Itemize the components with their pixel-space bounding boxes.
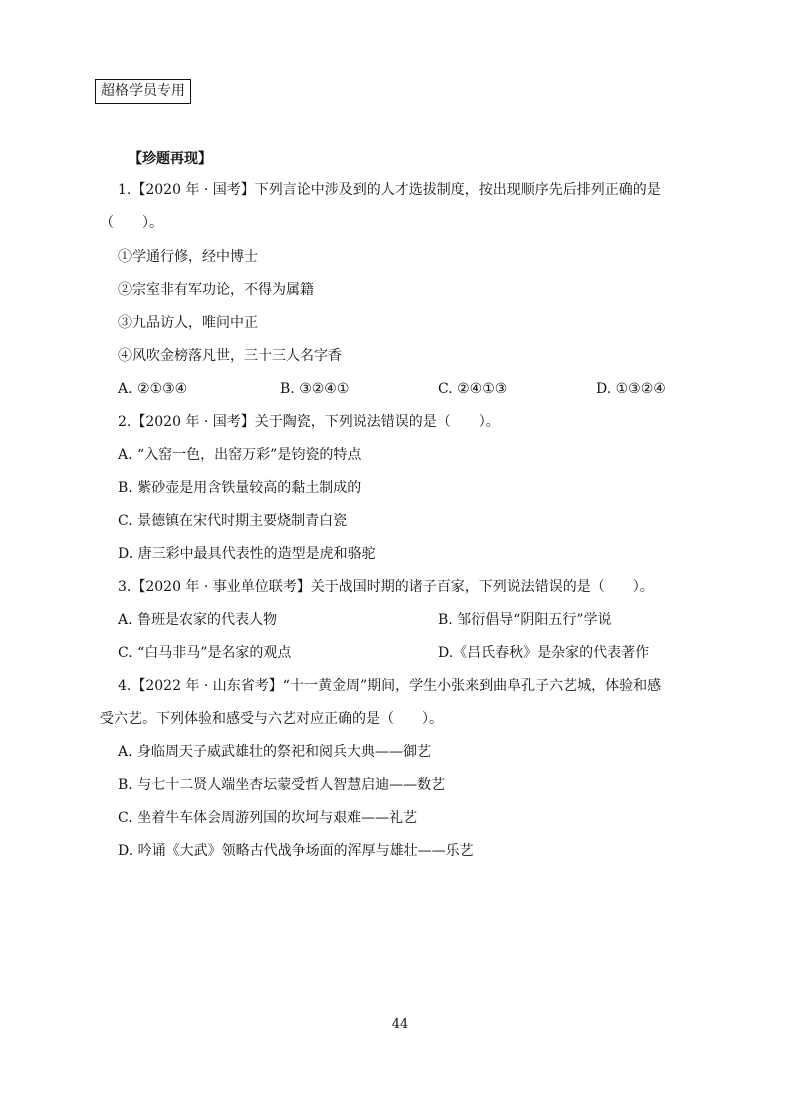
q1-statement-4: ④风吹金榜落凡世，三十三人名字香: [118, 348, 342, 364]
q3-option-b: B. 邹衍倡导“阴阳五行”学说: [438, 612, 612, 628]
q4-stem-line1: 4.【2022 年 · 山东省考】“十一黄金周”期间，学生小张来到曲阜孔子六艺城，体验和感: [118, 678, 662, 694]
q4-option-a: A. 身临周天子威武雄壮的祭祀和阅兵大典——御艺: [118, 744, 432, 760]
section-title: 【珍题再现】: [128, 151, 212, 167]
q2-option-a: A. “入窑一色，出窑万彩”是钧瓷的特点: [118, 447, 362, 463]
q4-option-d: D. 吟诵《大武》领略古代战争场面的浑厚与雄壮——乐艺: [118, 843, 474, 859]
q2-option-c: C. 景德镇在宋代时期主要烧制青白瓷: [118, 513, 348, 529]
q4-stem-line2: 受六艺。下列体验和感受与六艺对应正确的是（ ）。: [100, 711, 443, 727]
q1-stem-line1: 1.【2020 年 · 国考】下列言论中涉及到的人才选拔制度，按出现顺序先后排列正确的是: [118, 182, 661, 198]
q1-stem-line2: （ ）。: [100, 215, 163, 231]
q3-option-a: A. 鲁班是农家的代表人物: [118, 612, 278, 628]
q2-stem: 2.【2020 年 · 国考】关于陶瓷，下列说法错误的是（ ）。: [118, 414, 500, 430]
q2-option-b: B. 紫砂壶是用含铁量较高的黏土制成的: [118, 480, 362, 496]
q1-option-a: A. ②①③④: [118, 381, 188, 397]
header-label: 超格学员专用: [95, 79, 191, 104]
q1-option-b: B. ③②④①: [280, 381, 350, 397]
q3-option-c: C. “白马非马”是名家的观点: [118, 645, 292, 661]
q1-statement-1: ①学通行修，经中博士: [118, 249, 258, 265]
q4-option-c: C. 坐着牛车体会周游列国的坎坷与艰难——礼艺: [118, 810, 418, 826]
q1-statement-2: ②宗室非有军功论，不得为属籍: [118, 282, 314, 298]
q3-option-d: D.《吕氏春秋》是杂家的代表著作: [438, 645, 650, 661]
q3-stem: 3.【2020 年 · 事业单位联考】关于战国时期的诸子百家，下列说法错误的是（ ）。: [118, 579, 654, 595]
q1-option-c: C. ②④①③: [438, 381, 508, 397]
q1-statement-3: ③九品访人，唯问中正: [118, 315, 258, 331]
page-number: 44: [391, 1017, 409, 1032]
q4-option-b: B. 与七十二贤人端坐杏坛蒙受哲人智慧启迪——数艺: [118, 777, 446, 793]
q2-option-d: D. 唐三彩中最具代表性的造型是虎和骆驼: [118, 546, 376, 562]
q1-option-d: D. ①③②④: [596, 381, 666, 397]
